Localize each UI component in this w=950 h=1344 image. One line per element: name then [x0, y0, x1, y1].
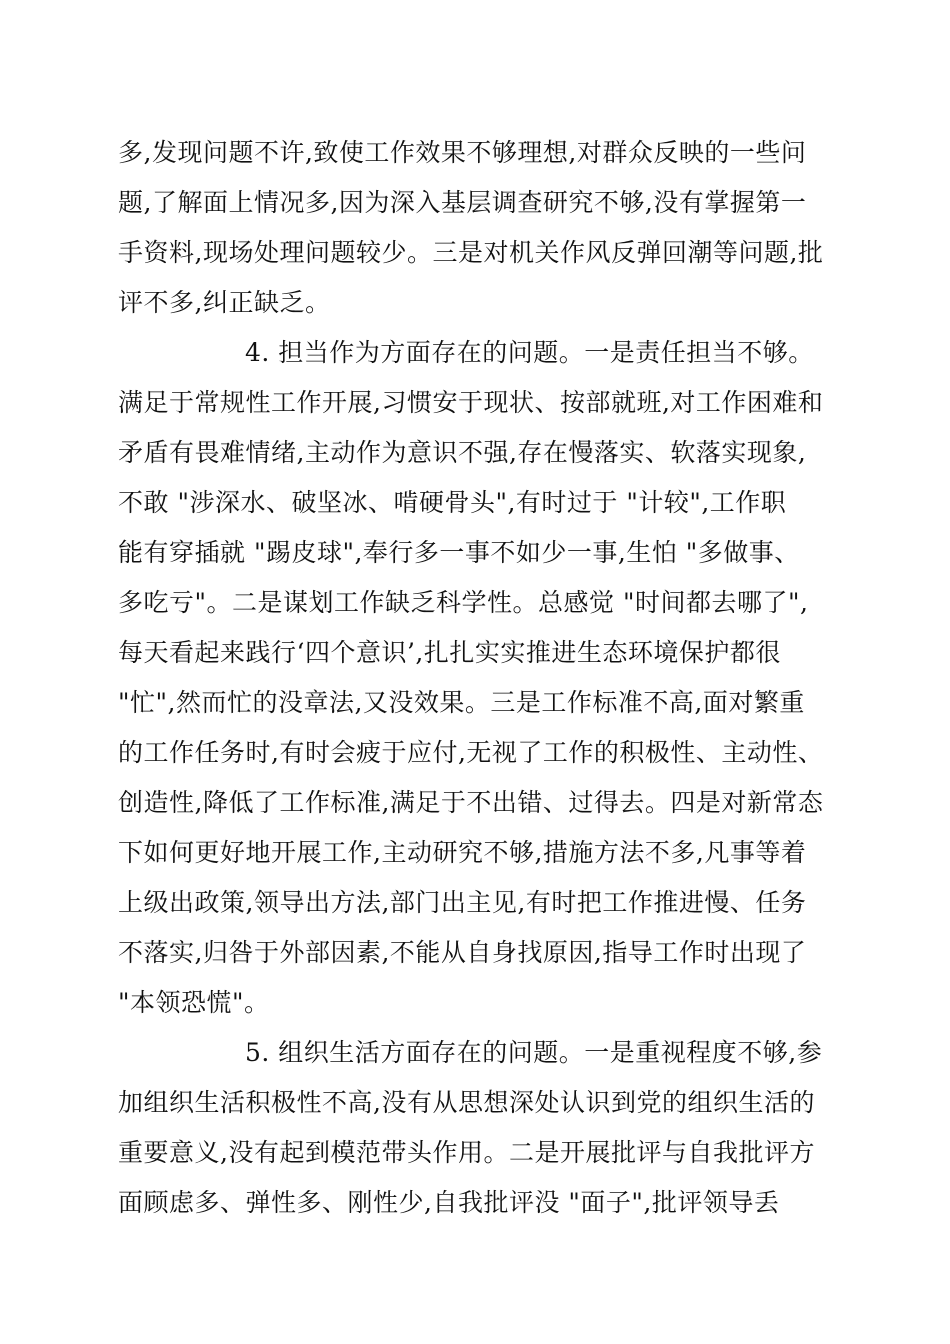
text-line-15: 下如何更好地开展工作,主动研究不够,措施方法不多,凡事等着: [118, 838, 807, 867]
text-line-13: 的工作任务时,有时会疲于应付,无视了工作的积极性、主动性、: [118, 738, 824, 767]
text-line-20: 加组织生活积极性不高,没有从思想深处认识到党的组织生活的: [118, 1088, 815, 1117]
text-line-14: 创造性,降低了工作标准,满足于不出错、过得去。四是对新常态: [118, 788, 824, 817]
text-line-12: "忙",然而忙的没章法,又没效果。三是工作标准不高,面对繁重: [118, 688, 805, 717]
text-line-2: 题,了解面上情况多,因为深入基层调查研究不够,没有掌握第一: [118, 188, 807, 217]
text-line-11: 每天看起来践行‘四个意识’,扎扎实实推进生态环境保护都很: [118, 638, 781, 667]
text-line-8: 不敢 "涉深水、破坚冰、啃硬骨头",有时过于 "计较",工作职: [118, 488, 787, 517]
section-4-heading: 4. 担当作为方面存在的问题。一是责任担当不够。: [245, 338, 814, 367]
text-line-17: 不落实,归咎于外部因素,不能从自身找原因,指导工作时出现了: [118, 938, 807, 967]
section-5-heading: 5. 组织生活方面存在的问题。一是重视程度不够,参: [245, 1038, 823, 1067]
text-line-21: 重要意义,没有起到模范带头作用。二是开展批评与自我批评方: [118, 1138, 815, 1167]
text-line-1: 多,发现问题不许,致使工作效果不够理想,对群众反映的一些问: [118, 138, 807, 167]
text-line-3: 手资料,现场处理问题较少。三是对机关作风反弹回潮等问题,批: [118, 238, 824, 267]
text-line-4: 评不多,纠正缺乏。: [118, 288, 331, 317]
text-line-10: 多吃亏"。二是谋划工作缺乏科学性。总感觉 "时间都去哪了",: [118, 588, 809, 617]
text-line-7: 矛盾有畏难情绪,主动作为意识不强,存在慢落实、软落实现象,: [118, 438, 807, 467]
text-line-9: 能有穿插就 "踢皮球",奉行多一事不如少一事,生怕 "多做事、: [118, 538, 800, 567]
text-line-6: 满足于常规性工作开展,习惯安于现状、按部就班,对工作困难和: [118, 388, 824, 417]
text-line-16: 上级出政策,领导出方法,部门出主见,有时把工作推进慢、任务: [118, 888, 807, 917]
text-line-18: "本领恐慌"。: [118, 988, 270, 1017]
text-line-22: 面顾虑多、弹性多、刚性少,自我批评没 "面子",批评领导丢: [118, 1188, 780, 1217]
